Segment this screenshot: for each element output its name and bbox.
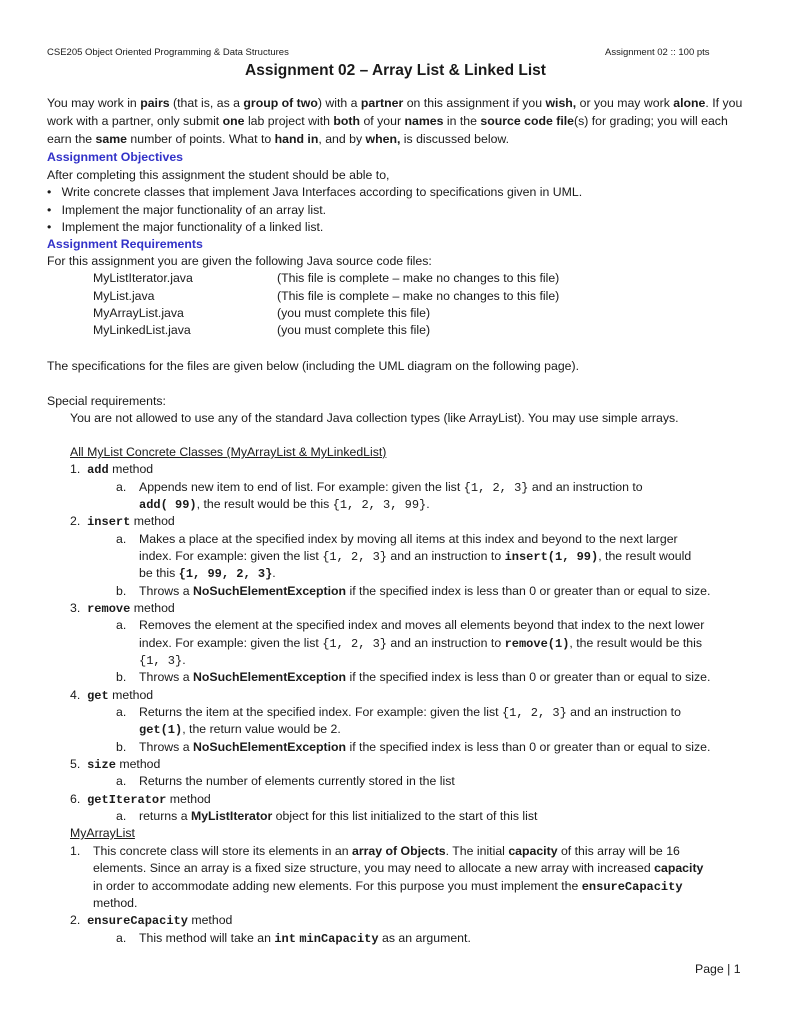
objectives-lead: After completing this assignment the student should be able to,: [47, 168, 390, 182]
file-name: MyLinkedList.java: [93, 323, 191, 337]
insert-sub-a-label: a.: [116, 532, 127, 546]
intro-paragraph: You may work in pairs (that is, as a group of two) with a partner on this assignment if you wish, or you may work alone. If you work with a partner, only submit one lab project with both of your names in the source code file(s) for grading; you will each earn the same number of points. What to hand in, and by when, is discussed below.: [47, 96, 743, 146]
header-course: CSE205 Object Oriented Programming & Data Structures: [47, 47, 289, 58]
header-points: Assignment 02 :: 100 pts: [605, 47, 710, 58]
method-add: 1. add method: [70, 462, 154, 477]
myarraylist-heading: MyArrayList: [70, 826, 135, 840]
remove-sub-a-label: a.: [116, 618, 127, 632]
size-sub-a: Returns the number of elements currently stored in the list: [139, 774, 455, 788]
getiterator-sub-a: returns a MyListIterator object for this list initialized to the start of this list: [139, 809, 538, 823]
getiterator-sub-a-label: a.: [116, 809, 127, 823]
file-note: (This file is complete – make no changes to this file): [277, 271, 560, 285]
objective-item: • Implement the major functionality of a linked list.: [47, 220, 324, 234]
add-sub-a-cont: add( 99), the result would be this {1, 2, 3, 99}.: [139, 497, 430, 512]
get-sub-a-cont: get(1), the return value would be 2.: [139, 722, 341, 737]
myarraylist-item-2: 2. ensureCapacity method: [70, 913, 233, 928]
method-size: 5. size method: [70, 757, 161, 772]
get-sub-b: Throws a NoSuchElementException if the specified index is less than 0 or greater than or equal to size.: [139, 740, 711, 754]
requirements-heading: Assignment Requirements: [47, 237, 203, 251]
insert-sub-a: Makes a place at the specified index by moving all items at this index and beyond to the next larger: [139, 532, 678, 546]
add-sub-a: Appends new item to end of list. For example: given the list {1, 2, 3} and an instruction to: [139, 480, 643, 495]
insert-sub-b: Throws a NoSuchElementException if the specified index is less than 0 or greater than or equal to size.: [139, 584, 711, 598]
insert-sub-a-cont: index. For example: given the list {1, 2, 3} and an instruction to insert(1, 99), the result would: [139, 549, 692, 564]
file-name: MyArrayList.java: [93, 306, 184, 320]
page-number: Page | 1: [695, 962, 741, 976]
objectives-heading: Assignment Objectives: [47, 150, 183, 164]
objective-item: • Implement the major functionality of an array list.: [47, 203, 327, 217]
remove-sub-b-label: b.: [116, 670, 127, 684]
spec-note: The specifications for the files are given below (including the UML diagram on the following page).: [47, 359, 580, 373]
myarraylist-item-1-cont2: in order to accommodate adding new elements. For this purpose you must implement the ensureCapacity: [93, 879, 683, 894]
method-get: 4. get method: [70, 688, 154, 703]
file-note: (you must complete this file): [277, 306, 431, 320]
objective-item: • Write concrete classes that implement Java Interfaces according to specifications given in UML.: [47, 185, 583, 199]
myarraylist-item-1-cont3: method.: [93, 896, 138, 910]
concrete-heading: All MyList Concrete Classes (MyArrayList & MyLinkedList): [70, 445, 387, 459]
method-insert: 2. insert method: [70, 514, 175, 529]
myarraylist-item-2-a: This method will take an int minCapacity as an argument.: [139, 931, 471, 946]
special-text: You are not allowed to use any of the standard Java collection types (like ArrayList). You may use simple arrays.: [70, 411, 679, 425]
insert-sub-b-label: b.: [116, 584, 127, 598]
remove-sub-b: Throws a NoSuchElementException if the specified index is less than 0 or greater than or equal to size.: [139, 670, 711, 684]
remove-sub-a-cont2: {1, 3}.: [139, 653, 186, 668]
file-name: MyList.java: [93, 289, 155, 303]
remove-sub-a-cont: index. For example: given the list {1, 2, 3} and an instruction to remove(1), the result would be this: [139, 636, 702, 651]
file-name: MyListIterator.java: [93, 271, 193, 285]
page-title: Assignment 02 – Array List & Linked List: [245, 62, 546, 79]
get-sub-b-label: b.: [116, 740, 127, 754]
myarraylist-item-1-num: 1.: [70, 844, 81, 858]
size-sub-a-label: a.: [116, 774, 127, 788]
add-sub-a-label: a.: [116, 480, 127, 494]
myarraylist-item-1: This concrete class will store its elements in an array of Objects. The initial capacity of this array will be 16: [93, 844, 680, 858]
get-sub-a: Returns the item at the specified index. For example: given the list {1, 2, 3} and an instruction to: [139, 705, 681, 720]
file-note: (This file is complete – make no changes to this file): [277, 289, 560, 303]
special-label: Special requirements:: [47, 394, 166, 408]
insert-sub-a-cont2: be this {1, 99, 2, 3}.: [139, 566, 276, 581]
myarraylist-item-1-cont: elements. Since an array is a fixed size structure, you may need to allocate a new array with increased capacity: [93, 861, 704, 875]
remove-sub-a: Removes the element at the specified index and moves all elements beyond that index to the next lower: [139, 618, 705, 632]
get-sub-a-label: a.: [116, 705, 127, 719]
myarraylist-item-2-a-label: a.: [116, 931, 127, 945]
method-getiterator: 6. getIterator method: [70, 792, 211, 807]
method-remove: 3. remove method: [70, 601, 175, 616]
requirements-lead: For this assignment you are given the following Java source code files:: [47, 254, 432, 268]
file-note: (you must complete this file): [277, 323, 431, 337]
